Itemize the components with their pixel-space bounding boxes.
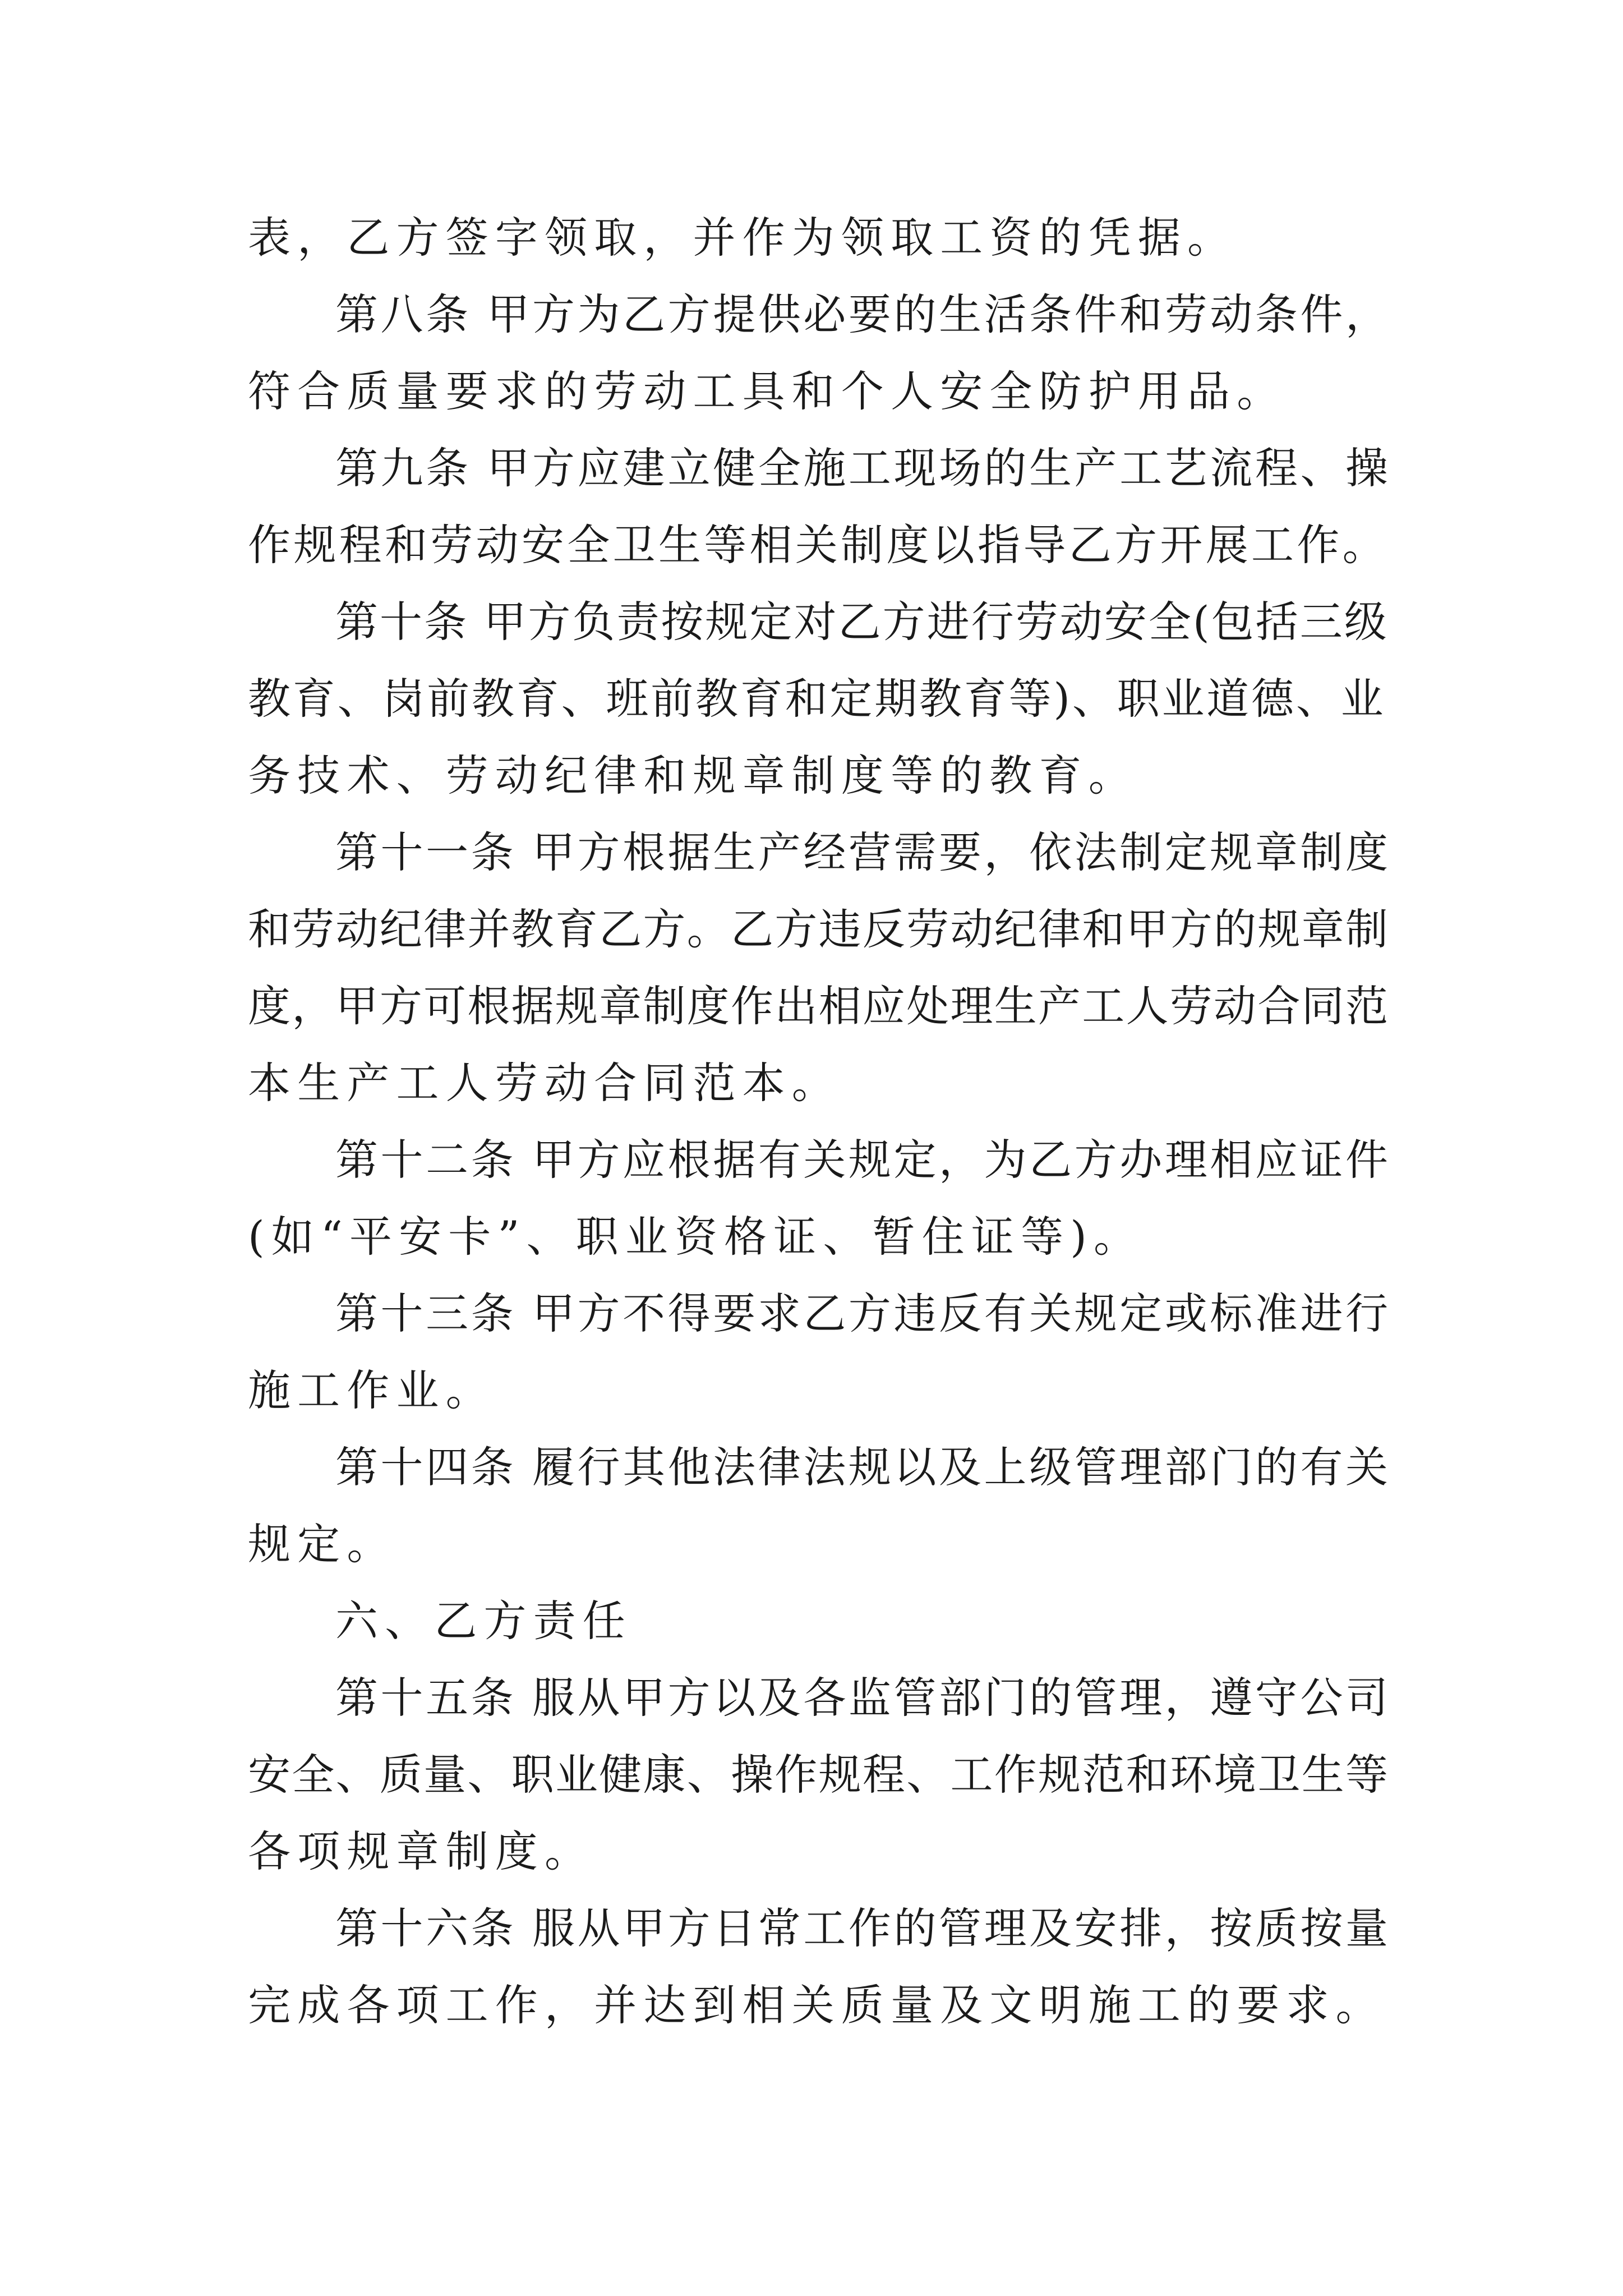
document-body xyxy=(248,199,1392,2044)
text-line: 第九条 甲方应建立健全施工现场的生产工艺流程、操 xyxy=(335,443,1391,493)
text-line: 第十条 甲方负责按规定对乙方进行劳动安全(包括三级 xyxy=(335,597,1389,647)
text-line: 本生产工人劳动合同范本。 xyxy=(248,1058,841,1108)
text-line: 施工作业。 xyxy=(248,1365,495,1415)
text-line: 完成各项工作，并达到相关质量及文明施工的要求。 xyxy=(248,1980,1385,2030)
text-line: 务技术、劳动纪律和规章制度等的教育。 xyxy=(248,751,1138,800)
text-line: 作规程和劳动安全卫生等相关制度以指导乙方开展工作。 xyxy=(248,520,1388,570)
text-line: 六、乙方责任 xyxy=(335,1596,632,1646)
text-line: 教育、岗前教育、班前教育和定期教育等)、职业道德、业 xyxy=(248,674,1386,724)
text-line: 表，乙方签字领取，并作为领取工资的凭据。 xyxy=(248,213,1237,263)
text-line: 度，甲方可根据规章制度作出相应处理生产工人劳动合同范 xyxy=(248,981,1390,1031)
text-line: 第十三条 甲方不得要求乙方违反有关规定或标准进行 xyxy=(335,1289,1391,1338)
text-line: 第十六条 服从甲方日常工作的管理及安排，按质按量 xyxy=(335,1903,1391,1953)
text-line: 符合质量要求的劳动工具和个人安全防护用品。 xyxy=(248,366,1287,416)
text-line: 安全、质量、职业健康、操作规程、工作规范和环境卫生等 xyxy=(248,1750,1390,1800)
text-line: 和劳动纪律并教育乙方。乙方违反劳动纪律和甲方的规章制 xyxy=(248,904,1390,954)
text-line: (如“平安卡”、职业资格证、暂住证等)。 xyxy=(248,1212,1144,1262)
text-line: 第十四条 履行其他法律法规以及上级管理部门的有关 xyxy=(335,1442,1391,1492)
text-line: 第十二条 甲方应根据有关规定，为乙方办理相应证件 xyxy=(335,1135,1391,1185)
text-line: 第十一条 甲方根据生产经营需要，依法制定规章制度 xyxy=(335,827,1391,877)
text-line: 第十五条 服从甲方以及各监管部门的管理，遵守公司 xyxy=(335,1673,1391,1723)
text-line: 第八条 甲方为乙方提供必要的生活条件和劳动条件， xyxy=(335,289,1391,339)
text-line: 规定。 xyxy=(248,1519,396,1569)
text-line: 各项规章制度。 xyxy=(248,1826,594,1876)
